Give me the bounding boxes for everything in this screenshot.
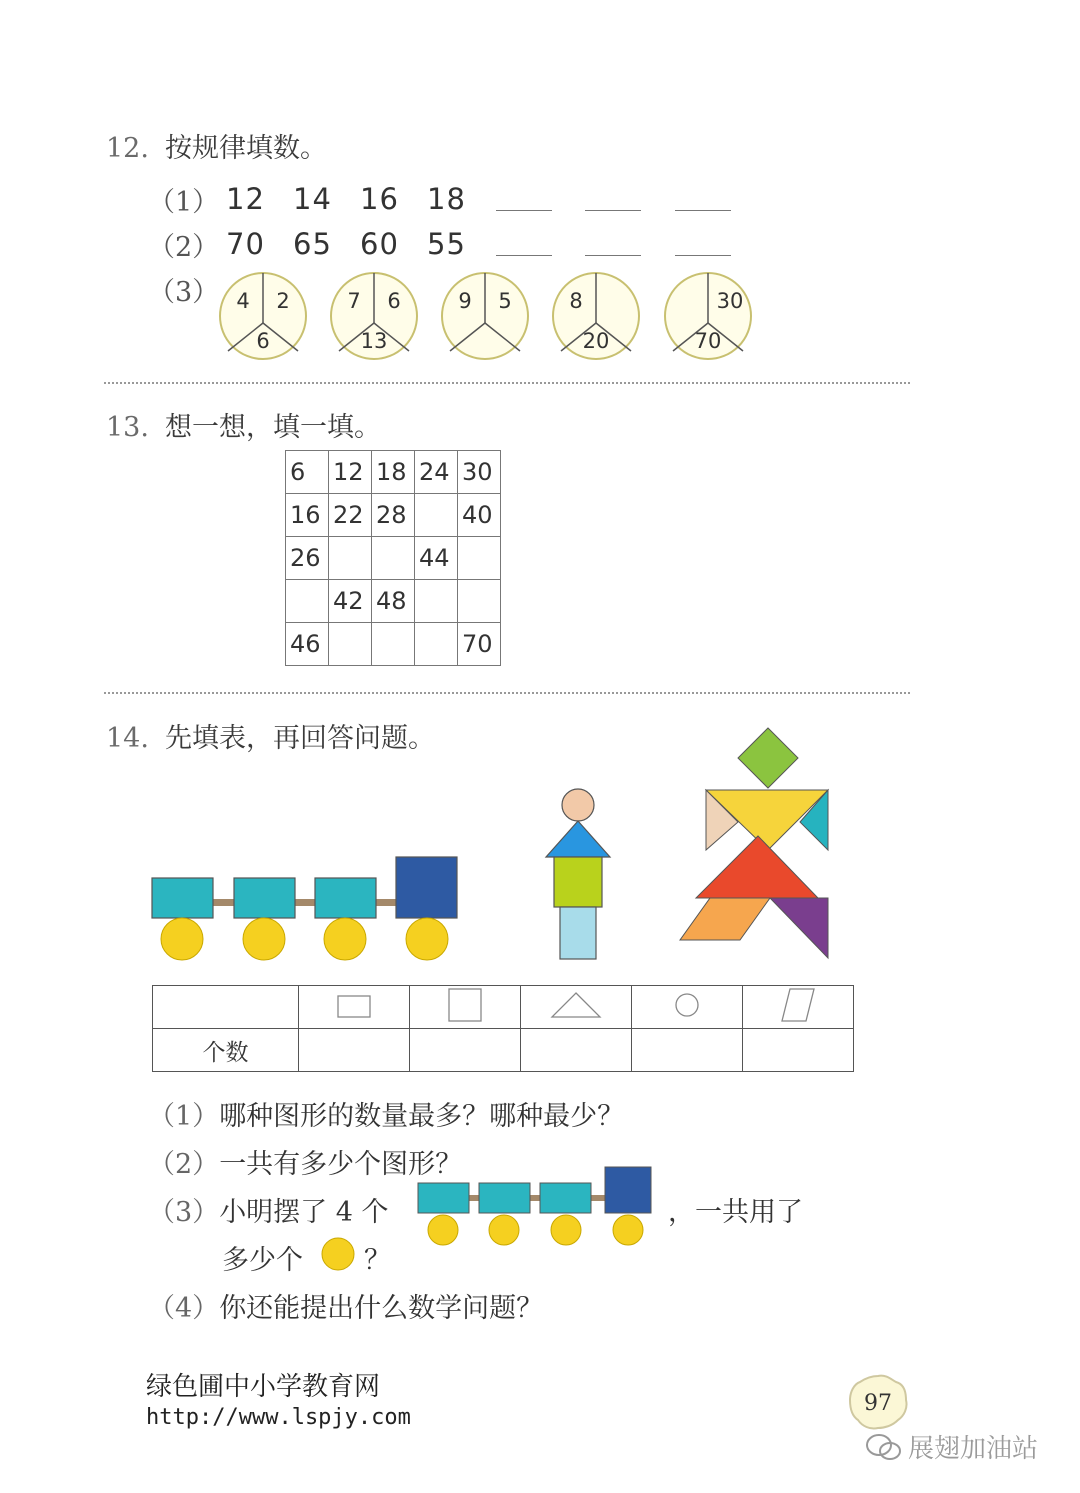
q12-part1-v4: 18 xyxy=(427,182,466,216)
grid-cell-blank[interactable] xyxy=(458,537,501,580)
q14-sub4-label: （4） xyxy=(148,1293,220,1324)
circle-5-right: 30 xyxy=(716,289,744,313)
q14-title: 先填表，再回答问题。 xyxy=(164,723,435,754)
number-circle-1 xyxy=(220,273,306,359)
rectangle-icon xyxy=(334,990,374,1020)
circle-icon xyxy=(672,990,702,1020)
circle-header xyxy=(632,986,743,1029)
page-number: 97 xyxy=(864,1391,892,1416)
grid-cell: 40 xyxy=(458,494,501,537)
small-train-picture xyxy=(414,1164,658,1248)
circle-3-right: 5 xyxy=(498,289,512,313)
grid-cell: 28 xyxy=(372,494,415,537)
count-triangle-cell[interactable] xyxy=(521,1029,632,1072)
circle-4-bottom: 20 xyxy=(582,329,610,353)
q12-part2-v2: 65 xyxy=(293,227,332,261)
grid-cell: 12 xyxy=(329,451,372,494)
number-circle-2 xyxy=(331,273,417,359)
square-header xyxy=(410,986,521,1029)
triangle-icon xyxy=(549,990,603,1020)
q12-part1-label: （1） xyxy=(148,187,220,218)
wechat-icon xyxy=(864,1431,904,1463)
grid-cell-blank[interactable] xyxy=(415,623,458,666)
grid-cell-blank[interactable] xyxy=(329,623,372,666)
q14-sub4-text: 你还能提出什么数学问题？ xyxy=(219,1293,544,1324)
watermark-text: 展翅加油站 xyxy=(908,1434,1039,1464)
number-circle-4 xyxy=(553,273,639,359)
circle-1-right: 2 xyxy=(276,289,290,313)
q12-part2-blank-2[interactable] xyxy=(585,255,641,256)
grid-cell-blank[interactable] xyxy=(286,580,329,623)
q14-sub3-text-d: ？ xyxy=(364,1245,391,1276)
grid-cell: 48 xyxy=(372,580,415,623)
grid-cell: 22 xyxy=(329,494,372,537)
site-name: 绿色圃中小学教育网 xyxy=(146,1372,381,1402)
grid-cell: 26 xyxy=(286,537,329,580)
q14-sub4 xyxy=(148,1286,543,1325)
q12-part1-v1: 12 xyxy=(226,182,265,216)
circle-1-left: 4 xyxy=(236,289,250,313)
q14-sub3 xyxy=(148,1190,389,1229)
parallelogram-icon xyxy=(778,987,818,1023)
q14-sub3-label: （3） xyxy=(148,1197,220,1228)
q12-part1-blank-2[interactable] xyxy=(585,210,641,211)
circle-1-bottom: 6 xyxy=(256,329,270,353)
grid-cell: 18 xyxy=(372,451,415,494)
grid-cell: 16 xyxy=(286,494,329,537)
table-header-blank xyxy=(153,986,299,1029)
grid-cell-blank[interactable] xyxy=(458,580,501,623)
q14-sub3-text-a: 小明摆了 4 个 xyxy=(219,1197,389,1228)
number-circle-5 xyxy=(665,273,751,359)
tangram-figure xyxy=(678,726,833,962)
q14-sub3-text-b: ，一共用了 xyxy=(668,1197,803,1228)
circle-2-right: 6 xyxy=(387,289,401,313)
q12-part2-label: （2） xyxy=(148,232,220,263)
grid-cell: 42 xyxy=(329,580,372,623)
q13-heading xyxy=(106,405,381,444)
grid-cell-blank[interactable] xyxy=(415,580,458,623)
number-circles xyxy=(210,268,770,368)
q14-sub1-label: （1） xyxy=(148,1101,220,1132)
block-figure xyxy=(538,786,618,964)
q12-part1-v2: 14 xyxy=(293,182,332,216)
q12-heading xyxy=(106,126,327,165)
circle-2-left: 7 xyxy=(347,289,361,313)
count-row-label: 个数 xyxy=(153,1029,299,1072)
q12-part2-v1: 70 xyxy=(226,227,265,261)
q13-number: 13. xyxy=(106,412,149,443)
section-divider-2 xyxy=(104,692,910,694)
grid-cell: 6 xyxy=(286,451,329,494)
page-number-badge xyxy=(846,1372,910,1432)
q14-sub3-text-c: 多少个 xyxy=(222,1245,303,1276)
q14-sub2-text: 一共有多少个图形？ xyxy=(219,1149,463,1180)
grid-cell-blank[interactable] xyxy=(372,623,415,666)
q12-part3-label: （3） xyxy=(148,277,220,308)
number-grid xyxy=(285,450,501,666)
count-circle-cell[interactable] xyxy=(632,1029,743,1072)
q14-number: 14. xyxy=(106,723,149,754)
grid-cell: 44 xyxy=(415,537,458,580)
yellow-circle-icon xyxy=(318,1234,358,1274)
q14-heading xyxy=(106,716,435,755)
q13-title: 想一想，填一填。 xyxy=(164,412,381,443)
triangle-header xyxy=(521,986,632,1029)
q12-number: 12. xyxy=(106,133,149,164)
count-parallelogram-cell[interactable] xyxy=(743,1029,854,1072)
circle-3-left: 9 xyxy=(458,289,472,313)
q12-part1-blank-3[interactable] xyxy=(675,210,731,211)
q12-part2-blank-1[interactable] xyxy=(496,255,552,256)
count-rectangle-cell[interactable] xyxy=(299,1029,410,1072)
q12-title: 按规律填数。 xyxy=(164,133,327,164)
q14-sub1 xyxy=(148,1094,624,1133)
square-icon xyxy=(445,987,485,1023)
site-url[interactable]: http://www.lspjy.com xyxy=(146,1405,411,1430)
parallelogram-header xyxy=(743,986,854,1029)
number-circle-3 xyxy=(442,273,528,359)
count-square-cell[interactable] xyxy=(410,1029,521,1072)
circle-2-bottom: 13 xyxy=(360,329,388,353)
grid-cell-blank[interactable] xyxy=(372,537,415,580)
grid-cell: 70 xyxy=(458,623,501,666)
grid-cell-blank[interactable] xyxy=(329,537,372,580)
q14-sub2-label: （2） xyxy=(148,1149,220,1180)
grid-cell-blank[interactable] xyxy=(415,494,458,537)
q12-part2-v3: 60 xyxy=(360,227,399,261)
grid-cell: 46 xyxy=(286,623,329,666)
q12-part1-blank-1[interactable] xyxy=(496,210,552,211)
q12-part2-blank-3[interactable] xyxy=(675,255,731,256)
q14-sub1-text: 哪种图形的数量最多？哪种最少？ xyxy=(219,1101,625,1132)
shape-count-table xyxy=(152,985,854,1072)
train-picture xyxy=(148,852,463,964)
grid-cell: 30 xyxy=(458,451,501,494)
watermark xyxy=(864,1428,1038,1465)
grid-cell: 24 xyxy=(415,451,458,494)
rectangle-header xyxy=(299,986,410,1029)
q12-part2-v4: 55 xyxy=(427,227,466,261)
circle-4-left: 8 xyxy=(569,289,583,313)
section-divider-1 xyxy=(104,382,910,384)
q14-sub3-line2 xyxy=(222,1238,303,1277)
circle-5-bottom: 70 xyxy=(694,329,722,353)
q12-part1-v3: 16 xyxy=(360,182,399,216)
